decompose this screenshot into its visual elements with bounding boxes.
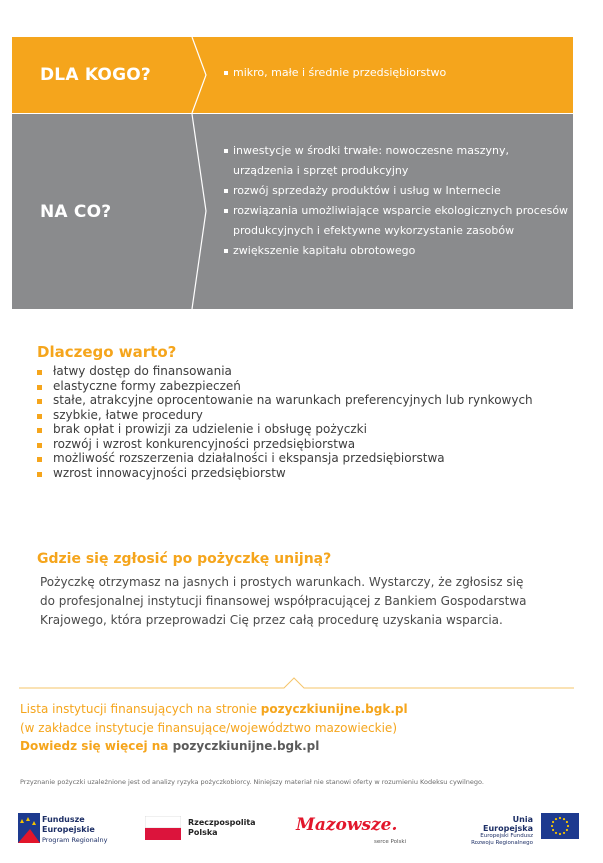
list-item: rozwój sprzedaży produktów i usług w Internecie bbox=[224, 181, 569, 201]
for-whom-band bbox=[12, 37, 573, 113]
eu-star-icon bbox=[567, 825, 569, 827]
list-item: łatwy dostęp do finansowania bbox=[37, 364, 537, 379]
for-whom-list bbox=[224, 63, 446, 83]
polish-flag-icon bbox=[145, 816, 181, 840]
list-item: rozwiązania umożliwiające wsparcie ekologicznych procesów produkcyjnych i efektywne wykorzystanie zasobów bbox=[224, 201, 569, 241]
bgk-link-2[interactable]: pozyczkiunijne.bgk.pl bbox=[172, 739, 320, 753]
bgk-link-1[interactable]: pozyczkiunijne.bgk.pl bbox=[260, 702, 408, 716]
where-body: Pożyczkę otrzymasz na jasnych i prostych warunkach. Wystarczy, że zgłosisz się do profesjonalnej instytucji finansowej współpracującej z Bankiem Gospodarstwa Krajowego, która przeprowadzi Cię przez całą procedurę uzyskania wsparcia. bbox=[40, 575, 527, 627]
logos-row bbox=[0, 805, 603, 855]
for-whom-label: DLA KOGO? bbox=[40, 65, 151, 85]
list-item: zwiększenie kapitału obrotowego bbox=[224, 241, 569, 261]
rzeczpospolita-text: Rzeczpospolita Polska bbox=[188, 818, 256, 837]
list-item: elastyczne formy zabezpieczeń bbox=[37, 379, 537, 394]
links-line3-prefix: Dowiedz się więcej na bbox=[20, 739, 173, 753]
eu-flag-icon bbox=[541, 813, 579, 839]
eu-star-icon bbox=[555, 832, 557, 834]
where-title: Gdzie się zgłosić po pożyczkę unijną? bbox=[37, 551, 332, 567]
links-block bbox=[20, 700, 408, 756]
why-list bbox=[37, 364, 537, 480]
fundusze-europejskie-text: Fundusze Europejskie Program Regionalny bbox=[42, 815, 108, 844]
mazowsze-subtitle: serce Polski bbox=[374, 839, 407, 845]
eu-star-icon bbox=[563, 818, 565, 820]
eu-star-icon bbox=[559, 833, 561, 835]
eu-star-icon bbox=[555, 818, 557, 820]
list-item: szybkie, łatwe procedury bbox=[37, 408, 537, 423]
list-item: inwestycje w środki trwałe: nowoczesne maszyny, urządzenia i sprzęt produkcyjny bbox=[224, 141, 569, 181]
chevron-divider-icon bbox=[188, 37, 218, 113]
chevron-divider-icon bbox=[188, 114, 218, 309]
eu-star-icon bbox=[563, 832, 565, 834]
list-item: wzrost innowacyjności przedsiębiorstw bbox=[37, 466, 537, 481]
eu-star-icon bbox=[566, 829, 568, 831]
for-what-band bbox=[12, 114, 573, 309]
for-what-label: NA CO? bbox=[40, 202, 112, 222]
links-line1-prefix: Lista instytucji finansujących na stronie bbox=[20, 702, 261, 716]
eu-star-icon bbox=[551, 825, 553, 827]
why-title: Dlaczego warto? bbox=[37, 343, 177, 361]
divider-chevron bbox=[19, 676, 574, 690]
eu-star-icon bbox=[559, 817, 561, 819]
disclaimer: Przyznanie pożyczki uzależnione jest od analizy ryzyka pożyczkobiorcy. Niniejszy materiał nie stanowi oferty w rozumieniu Kodeksu cywilnego. bbox=[20, 778, 484, 786]
list-item: możliwość rozszerzenia działalności i ekspansja przedsiębiorstwa bbox=[37, 451, 537, 466]
list-item: brak opłat i prowizji za udzielenie i obsługę pożyczki bbox=[37, 422, 537, 437]
unia-europejska-text: Unia Europejska Europejski Fundusz Rozwoju Regionalnego bbox=[471, 815, 533, 846]
list-item: stałe, atrakcyjne oprocentowanie na warunkach preferencyjnych lub rynkowych bbox=[37, 393, 537, 408]
links-line2: (w zakładce instytucje finansujące/województwo mazowieckie) bbox=[20, 720, 397, 735]
list-item: rozwój i wzrost konkurencyjności przedsiębiorstwa bbox=[37, 437, 537, 452]
eu-star-icon bbox=[552, 829, 554, 831]
mazowsze-logo: Mazowsze. bbox=[296, 815, 398, 835]
for-what-list bbox=[224, 141, 569, 261]
list-item: mikro, małe i średnie przedsiębiorstwo bbox=[224, 63, 446, 83]
eu-star-icon bbox=[552, 821, 554, 823]
fundusze-europejskie-logo-icon bbox=[18, 813, 40, 843]
eu-star-icon bbox=[566, 821, 568, 823]
